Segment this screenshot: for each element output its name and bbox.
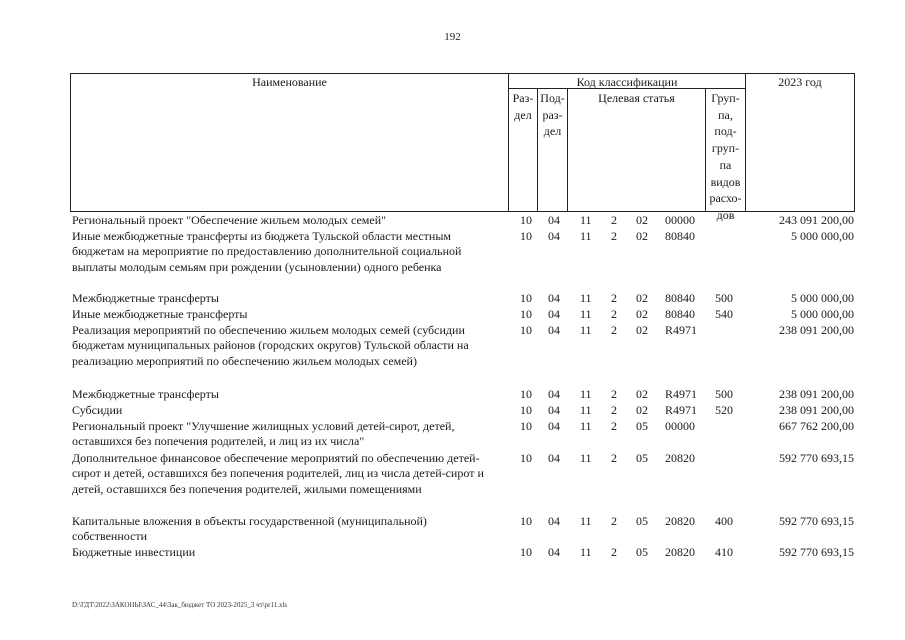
row-razdel: 10 <box>520 307 532 321</box>
header-group <box>705 90 746 224</box>
row-target-subprogram: 2 <box>611 291 617 305</box>
row-target-direction: 80840 <box>665 307 695 321</box>
row-target-event: 02 <box>636 403 648 417</box>
row-target-direction: R4971 <box>665 403 698 417</box>
header-year: 2023 год <box>778 75 822 89</box>
row-podrazdel: 04 <box>548 403 560 417</box>
row-target-program: 11 <box>580 451 592 465</box>
row-target-program: 11 <box>580 307 592 321</box>
row-target-program: 11 <box>580 387 592 401</box>
row-name: Бюджетные инвестиции <box>72 545 196 559</box>
row-name: Субсидии <box>72 403 123 417</box>
row-target-program: 11 <box>580 403 592 417</box>
header-group-line: видов <box>710 174 741 189</box>
header-group-line: груп- <box>711 141 740 156</box>
row-razdel: 10 <box>520 213 532 227</box>
row-podrazdel: 04 <box>548 323 560 337</box>
row-razdel: 10 <box>520 545 532 559</box>
row-podrazdel: 04 <box>548 419 560 433</box>
row-target-subprogram: 2 <box>611 213 617 227</box>
row-target-event: 05 <box>636 545 648 559</box>
row-target-subprogram: 2 <box>611 307 617 321</box>
row-sum: 5 000 000,00 <box>791 307 854 321</box>
header-podrazdel-line: дел <box>543 124 562 139</box>
header-year-cell <box>745 73 855 212</box>
header-group-line: дов <box>716 207 735 222</box>
row-podrazdel: 04 <box>548 514 560 528</box>
row-target-subprogram: 2 <box>611 387 617 401</box>
row-sum: 667 762 200,00 <box>779 419 854 433</box>
row-target-program: 11 <box>580 419 592 433</box>
row-podrazdel: 04 <box>548 291 560 305</box>
row-target-event: 05 <box>636 419 648 433</box>
row-group: 500 <box>715 291 733 305</box>
row-podrazdel: 04 <box>548 213 560 227</box>
header-podrazdel <box>537 90 568 140</box>
row-sum: 5 000 000,00 <box>791 291 854 305</box>
header-razdel-line: Раз- <box>512 91 534 105</box>
row-target-event: 05 <box>636 451 648 465</box>
header-name: Наименование <box>252 75 327 89</box>
row-podrazdel: 04 <box>548 451 560 465</box>
row-podrazdel: 04 <box>548 307 560 321</box>
row-target-event: 02 <box>636 387 648 401</box>
row-sum: 592 770 693,15 <box>779 514 854 528</box>
row-razdel: 10 <box>520 387 532 401</box>
row-razdel: 10 <box>520 229 532 243</box>
row-razdel: 10 <box>520 419 532 433</box>
row-target-program: 11 <box>580 323 592 337</box>
row-sum: 238 091 200,00 <box>779 387 854 401</box>
header-target: Целевая статья <box>598 91 675 105</box>
row-target-subprogram: 2 <box>611 403 617 417</box>
row-sum: 592 770 693,15 <box>779 545 854 559</box>
row-razdel: 10 <box>520 451 532 465</box>
row-podrazdel: 04 <box>548 545 560 559</box>
row-target-subprogram: 2 <box>611 451 617 465</box>
row-podrazdel: 04 <box>548 229 560 243</box>
row-target-direction: 00000 <box>665 213 695 227</box>
row-group: 520 <box>715 403 733 417</box>
row-sum: 592 770 693,15 <box>779 451 854 465</box>
row-target-program: 11 <box>580 213 592 227</box>
row-name: Иные межбюджетные трансферты из бюджета Тульской области местным бюджетам на мероприятие по предоставлению дополнительной социальной выплаты молодым семьям при рождении (усыновлении) одного ребенка <box>72 229 462 274</box>
row-sum: 238 091 200,00 <box>779 323 854 337</box>
row-target-event: 02 <box>636 229 648 243</box>
header-podrazdel-line: раз- <box>542 107 563 122</box>
row-target-subprogram: 2 <box>611 229 617 243</box>
row-name: Иные межбюджетные трансферты <box>72 307 248 321</box>
row-name: Реализация мероприятий по обеспечению жильем молодых семей (субсидии бюджетам муниципальных районов (городских округов) Тульской области на реализацию мероприятий по обеспечению жильем молодых семей) <box>72 323 469 368</box>
row-target-direction: 00000 <box>665 419 695 433</box>
row-target-subprogram: 2 <box>611 514 617 528</box>
row-group: 400 <box>715 514 733 528</box>
row-target-event: 02 <box>636 291 648 305</box>
row-target-event: 05 <box>636 514 648 528</box>
row-target-program: 11 <box>580 291 592 305</box>
header-code: Код классификации <box>576 75 678 89</box>
row-target-direction: 80840 <box>665 291 695 305</box>
row-podrazdel: 04 <box>548 387 560 401</box>
row-group: 410 <box>715 545 733 559</box>
file-path: D:\ГДТ\2022\ЗАКОНЫ\ЗАС_44\Зак_бюджет ТО 2023-2025_3 чт\pr11.xls <box>72 601 288 609</box>
row-target-direction: 80840 <box>665 229 695 243</box>
row-razdel: 10 <box>520 323 532 337</box>
row-target-subprogram: 2 <box>611 323 617 337</box>
row-sum: 243 091 200,00 <box>779 213 854 227</box>
header-group-line: па, <box>718 107 733 122</box>
row-name: Межбюджетные трансферты <box>72 387 219 401</box>
row-target-event: 02 <box>636 213 648 227</box>
row-target-subprogram: 2 <box>611 545 617 559</box>
row-group: 500 <box>715 387 733 401</box>
header-name-cell <box>70 73 509 212</box>
row-razdel: 10 <box>520 514 532 528</box>
header-podrazdel-line: Под- <box>540 91 565 105</box>
row-sum: 238 091 200,00 <box>779 403 854 417</box>
row-razdel: 10 <box>520 291 532 305</box>
row-name: Региональный проект "Улучшение жилищных условий детей-сирот, детей, оставшихся без попечения родителей, и лиц из их числа" <box>72 419 455 449</box>
row-name: Капитальные вложения в объекты государственной (муниципальной) собственности <box>72 514 427 544</box>
row-target-program: 11 <box>580 229 592 243</box>
header-razdel-line: дел <box>514 107 532 122</box>
row-target-direction: R4971 <box>665 387 698 401</box>
header-group-line: расхо- <box>709 191 742 206</box>
row-sum: 5 000 000,00 <box>791 229 854 243</box>
row-target-program: 11 <box>580 514 592 528</box>
row-name: Межбюджетные трансферты <box>72 291 219 305</box>
header-razdel <box>508 90 538 123</box>
row-target-direction: 20820 <box>665 545 695 559</box>
row-target-event: 02 <box>636 307 648 321</box>
page-number: 192 <box>444 31 461 43</box>
row-target-event: 02 <box>636 323 648 337</box>
header-group-line: па <box>719 157 732 172</box>
row-group: 540 <box>715 307 733 321</box>
header-group-line: под- <box>714 124 737 139</box>
row-target-direction: 20820 <box>665 514 695 528</box>
header-group-line: Груп- <box>711 91 740 105</box>
row-target-program: 11 <box>580 545 592 559</box>
row-target-subprogram: 2 <box>611 419 617 433</box>
row-target-direction: R4971 <box>665 323 698 337</box>
row-name: Дополнительное финансовое обеспечение мероприятий по обеспечению детей-сирот и детей, оставшихся без попечения родителей, лиц из числа детей-сирот и детей, оставшихся без попечения родителей, жилыми помещениями <box>72 451 484 496</box>
row-razdel: 10 <box>520 403 532 417</box>
row-target-direction: 20820 <box>665 451 695 465</box>
row-name: Региональный проект "Обеспечение жильем молодых семей" <box>72 213 387 227</box>
